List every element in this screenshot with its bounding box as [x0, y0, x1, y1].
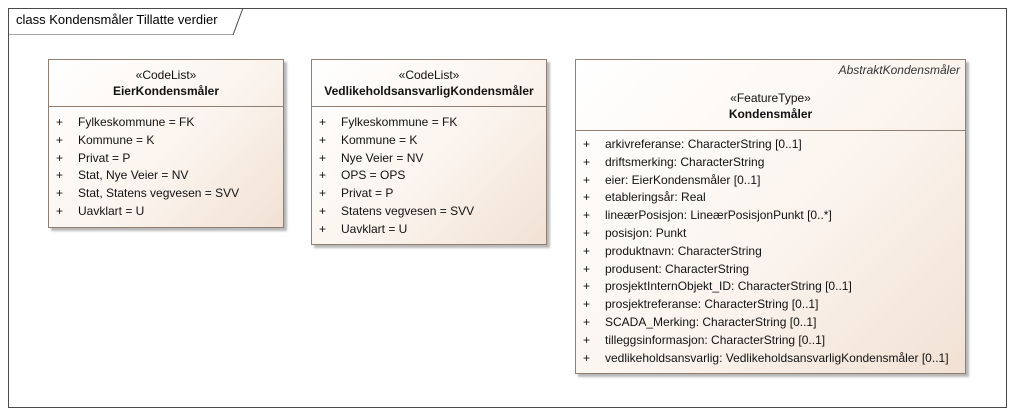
visibility-marker: +	[319, 132, 327, 147]
attribute-text: eier: EierKondensmåler [0..1]	[605, 172, 761, 187]
attribute-row	[312, 221, 546, 239]
attribute-row	[576, 261, 965, 279]
attribute-row	[312, 114, 546, 132]
attribute-text: Statens vegvesen = SVV	[341, 203, 475, 218]
visibility-marker: +	[319, 150, 327, 165]
attribute-row	[576, 225, 965, 243]
attribute-text: Nye Veier = NV	[341, 150, 424, 165]
visibility-marker: +	[583, 154, 591, 169]
visibility-marker: +	[56, 203, 64, 218]
attribute-row	[312, 185, 546, 203]
attribute-row	[312, 150, 546, 168]
visibility-marker: +	[583, 261, 591, 276]
class-name: EierKondensmåler	[112, 84, 220, 98]
class-header	[576, 60, 965, 131]
visibility-marker: +	[583, 297, 591, 312]
visibility-marker: +	[583, 137, 591, 151]
attribute-row	[576, 136, 965, 154]
visibility-marker: +	[583, 332, 591, 347]
visibility-marker: +	[583, 172, 591, 187]
attribute-row	[576, 189, 965, 207]
attribute-list	[49, 107, 283, 221]
class-kondensmaler[interactable]	[575, 59, 966, 374]
visibility-marker: +	[319, 221, 327, 236]
superclass-name: AbstraktKondensmåler	[838, 63, 960, 77]
attribute-row	[576, 278, 965, 296]
attribute-text: Uavklart = U	[78, 203, 145, 218]
attribute-row	[49, 150, 283, 168]
attribute-row	[49, 114, 283, 132]
attribute-text: arkivreferanse: CharacterString [0..1]	[605, 137, 802, 151]
visibility-marker: +	[583, 314, 591, 329]
attribute-list	[312, 107, 546, 239]
class-header	[49, 60, 283, 107]
attribute-row	[312, 167, 546, 185]
attribute-row	[576, 332, 965, 350]
visibility-marker: +	[319, 115, 327, 129]
attribute-text: driftsmerking: CharacterString	[605, 154, 765, 169]
attribute-text: OPS = OPS	[341, 168, 406, 183]
attribute-row	[576, 154, 965, 172]
visibility-marker: +	[583, 225, 591, 240]
class-vedlikeholdsansvarligkondensmaler[interactable]	[311, 59, 547, 245]
class-stereotype: «CodeList»	[398, 68, 460, 82]
attribute-text: Uavklart = U	[341, 221, 408, 236]
visibility-marker: +	[56, 115, 64, 129]
attribute-row	[576, 350, 965, 368]
attribute-text: Kommune = K	[78, 132, 155, 147]
attribute-text: etableringsår: Real	[605, 190, 706, 205]
attribute-text: Fylkeskommune = FK	[341, 115, 458, 129]
class-header	[312, 60, 546, 107]
class-stereotype: «FeatureType»	[730, 91, 811, 105]
attribute-row	[312, 203, 546, 221]
visibility-marker: +	[583, 208, 591, 223]
visibility-marker: +	[583, 190, 591, 205]
attribute-text: lineærPosisjon: LineærPosisjonPunkt [0..*]	[605, 208, 832, 223]
attribute-row	[576, 314, 965, 332]
visibility-marker: +	[583, 279, 591, 294]
visibility-marker: +	[56, 186, 64, 201]
attribute-text: Stat, Nye Veier = NV	[78, 168, 189, 183]
frame-title-tab	[8, 8, 244, 35]
attribute-row	[576, 172, 965, 190]
attribute-text: Privat = P	[341, 186, 394, 201]
attribute-text: vedlikeholdsansvarlig: VedlikeholdsansvarligKondensmåler [0..1]	[605, 350, 949, 365]
attribute-text: tilleggsinformasjon: CharacterString [0..1]	[605, 332, 826, 347]
attribute-row	[576, 243, 965, 261]
attribute-text: Fylkeskommune = FK	[78, 115, 195, 129]
class-name: VedlikeholdsansvarligKondensmåler	[324, 84, 534, 98]
visibility-marker: +	[319, 203, 327, 218]
attribute-text: prosjektreferanse: CharacterString [0..1]	[605, 297, 819, 312]
attribute-text: posisjon: Punkt	[605, 225, 687, 240]
attribute-text: Privat = P	[78, 150, 131, 165]
attribute-text: produktnavn: CharacterString	[605, 243, 762, 258]
attribute-text: SCADA_Merking: CharacterString [0..1]	[605, 314, 817, 329]
visibility-marker: +	[56, 168, 64, 183]
attribute-row	[49, 185, 283, 203]
visibility-marker: +	[583, 350, 591, 365]
visibility-marker: +	[56, 132, 64, 147]
attribute-row	[576, 207, 965, 225]
class-eierkondensmaler[interactable]	[48, 59, 284, 228]
attribute-text: prosjektInternObjekt_ID: CharacterString [0..1]	[605, 279, 852, 294]
attribute-row	[312, 132, 546, 150]
frame-title: class Kondensmåler Tillatte verdier	[16, 12, 218, 27]
attribute-row	[49, 132, 283, 150]
class-stereotype: «CodeList»	[135, 68, 197, 82]
visibility-marker: +	[583, 243, 591, 258]
attribute-text: Kommune = K	[341, 132, 418, 147]
attribute-row	[49, 167, 283, 185]
visibility-marker: +	[319, 168, 327, 183]
attribute-text: produsent: CharacterString	[605, 261, 750, 276]
attribute-row	[49, 203, 283, 221]
attribute-text: Stat, Statens vegvesen = SVV	[78, 186, 240, 201]
attribute-list	[576, 131, 965, 367]
class-name: Kondensmåler	[728, 107, 813, 121]
attribute-row	[576, 296, 965, 314]
visibility-marker: +	[319, 186, 327, 201]
visibility-marker: +	[56, 150, 64, 165]
